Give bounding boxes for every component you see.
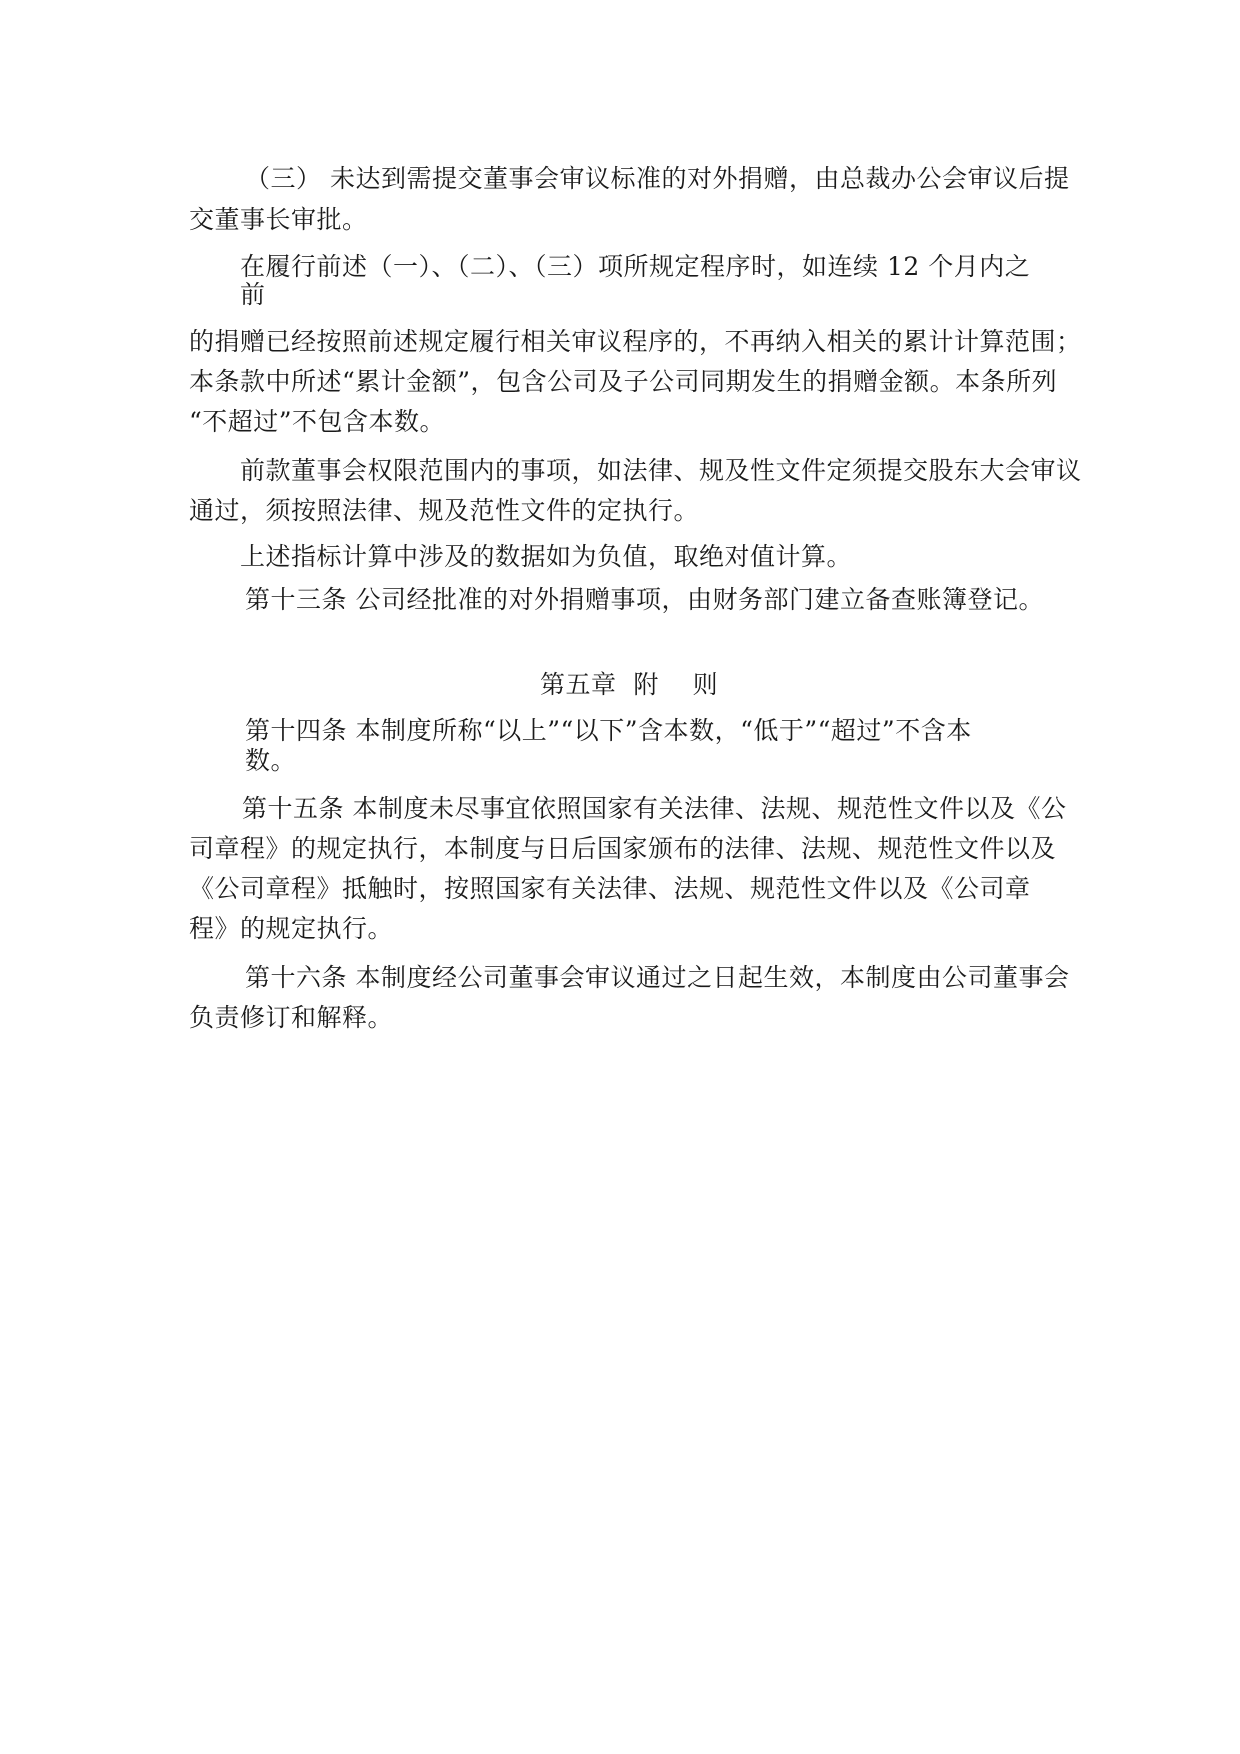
text-line: 的捐赠已经按照前述规定履行相关审议程序的，不再纳入相关的累计计算范围； xyxy=(189,327,1082,356)
text-line: 程》的规定执行。 xyxy=(189,914,394,943)
text-line: 《公司章程》抵触时，按照国家有关法律、法规、规范性文件以及《公司章 xyxy=(189,874,1031,903)
text-line: “不超过”不包含本数。 xyxy=(189,407,446,436)
chapter-heading: 第五章 附 则 xyxy=(540,670,719,699)
text-line: 数。 xyxy=(245,746,297,775)
text-line: 第十五条 本制度未尽事宜依照国家有关法律、法规、规范性文件以及《公 xyxy=(242,794,1067,823)
text-line: 交董事长审批。 xyxy=(189,205,368,234)
text-line: 司章程》的规定执行，本制度与日后国家颁布的法律、法规、规范性文件以及 xyxy=(189,834,1057,863)
text-line: 通过，须按照法律、规及范性文件的定执行。 xyxy=(189,496,700,525)
text-line: 负责修订和解释。 xyxy=(189,1003,394,1032)
text-line: 本条款中所述“累计金额”，包含公司及子公司同期发生的捐赠金额。本条所列 xyxy=(189,367,1058,396)
text-line: 第十三条 公司经批准的对外捐赠事项，由财务部门建立备查账簿登记。 xyxy=(245,585,1044,614)
text-line: 在履行前述（一）、（二）、（三）项所规定程序时，如连续 12 个月内之 xyxy=(240,252,1031,281)
text-line: 前款董事会权限范围内的事项，如法律、规及性文件定须提交股东大会审议 xyxy=(240,456,1082,485)
text-line: 第十四条 本制度所称“以上”“以下”含本数，“低于”“超过”不含本 xyxy=(245,716,972,745)
text-line: 前 xyxy=(240,280,266,309)
text-line: 上述指标计算中涉及的数据如为负值，取绝对值计算。 xyxy=(240,542,853,571)
text-line: 第十六条 本制度经公司董事会审议通过之日起生效，本制度由公司董事会 xyxy=(245,963,1070,992)
text-line: （三） 未达到需提交董事会审议标准的对外捐赠，由总裁办公会审议后提 xyxy=(245,164,1070,193)
